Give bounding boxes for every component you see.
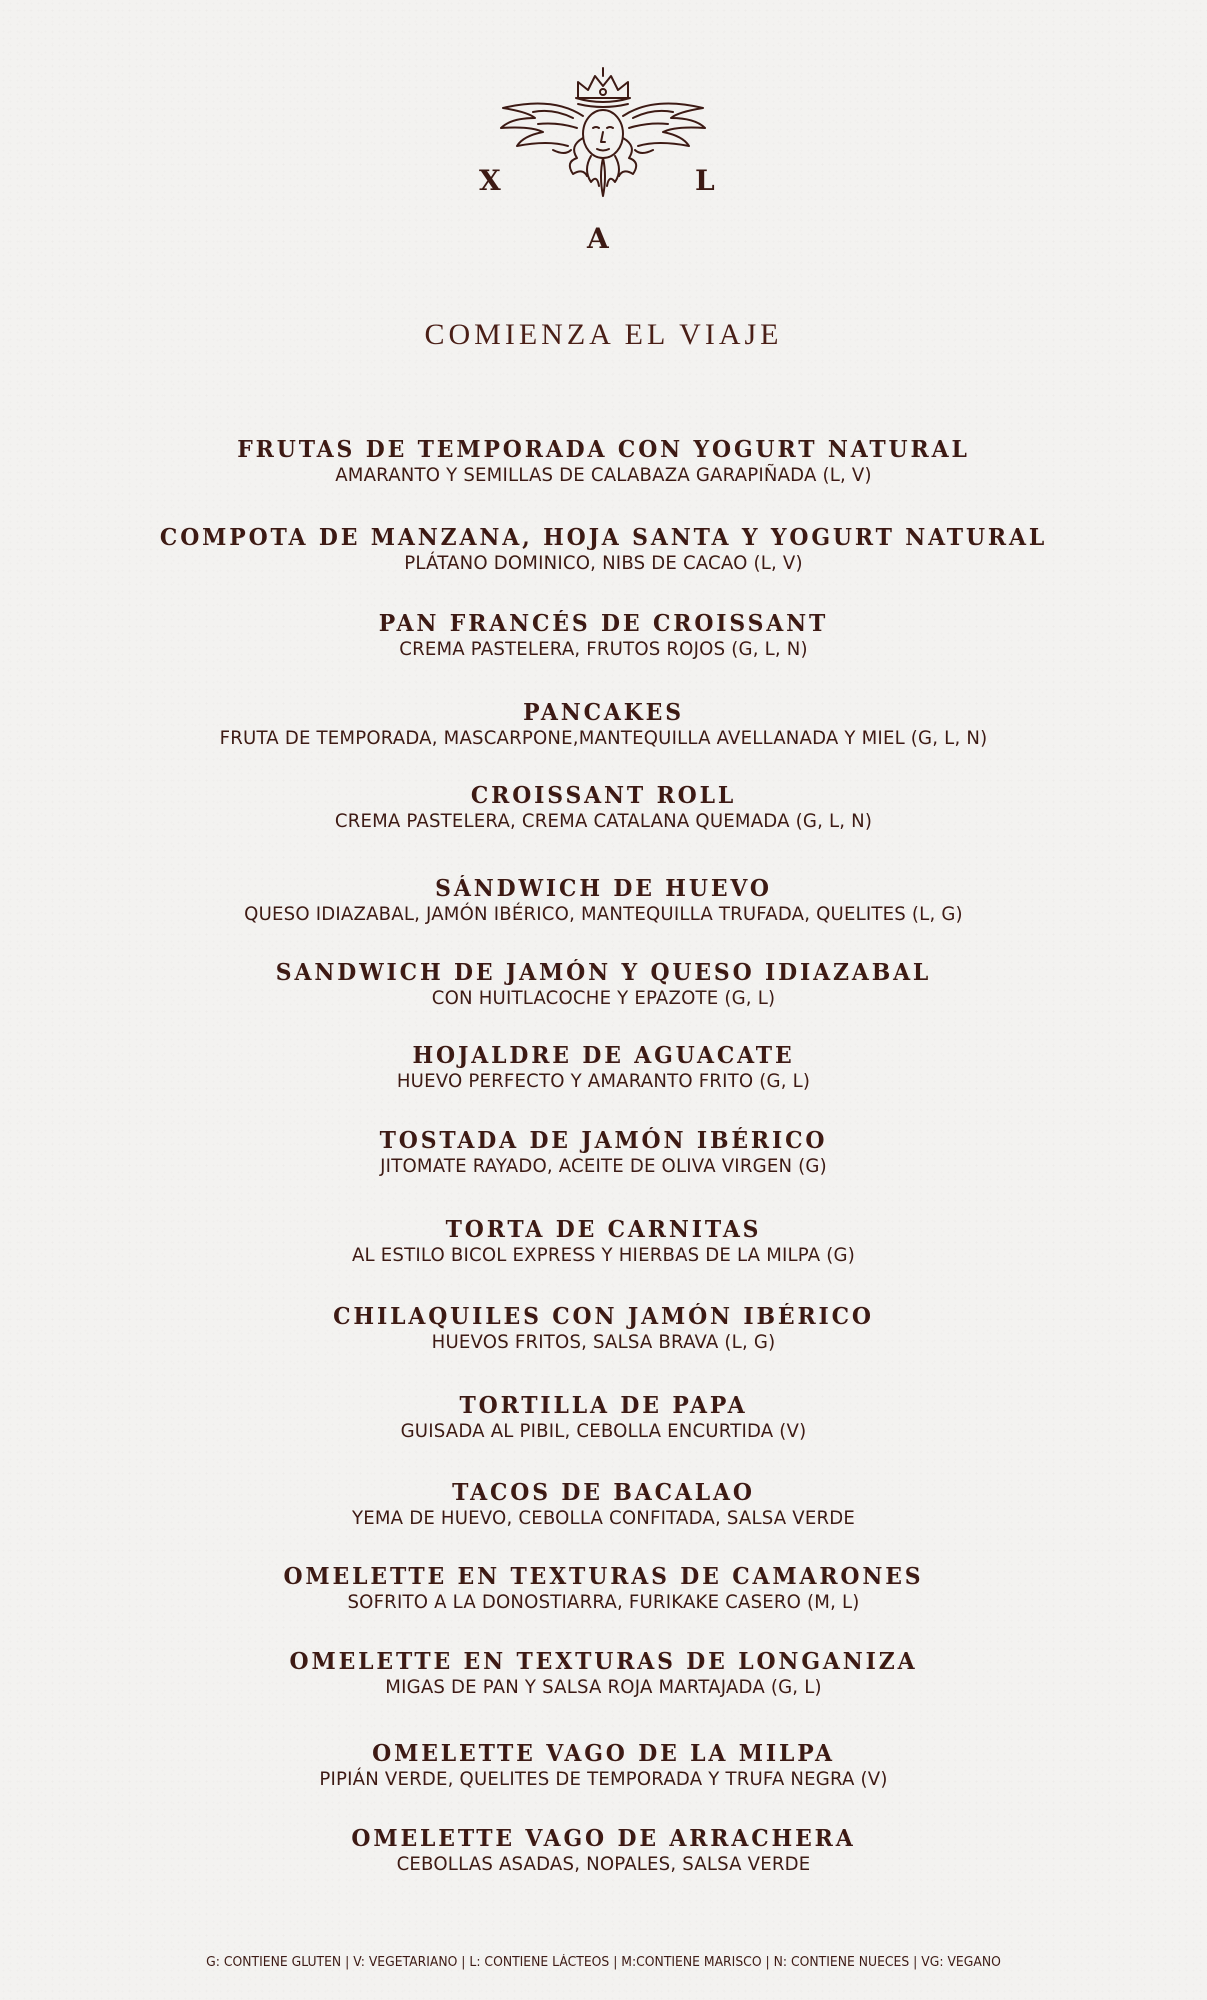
menu-item (0, 1479, 1207, 1529)
menu-item (0, 1648, 1207, 1698)
menu-item (0, 1563, 1207, 1613)
menu-item-name: PAN FRANCÉS DE CROISSANT (378, 610, 829, 637)
menu-item-description: YEMA DE HUEVO, CEBOLLA CONFITADA, SALSA VERDE (351, 1507, 856, 1529)
allergen-legend: G: CONTIENE GLUTEN | V: VEGETARIANO | L: CONTIENE LÁCTEOS | M:CONTIENE MARISCO | N: CONTIENE NUECES | VG: VEGANO (206, 1955, 1001, 1970)
menu-item-name: OMELETTE EN TEXTURAS DE LONGANIZA (289, 1648, 918, 1675)
logo-letter-l: L (695, 164, 715, 197)
menu-item-name: PANCAKES (523, 699, 684, 726)
menu-item-name: HOJALDRE DE AGUACATE (412, 1042, 795, 1069)
menu-item-description: CEBOLLAS ASADAS, NOPALES, SALSA VERDE (396, 1853, 811, 1875)
menu-title: COMIENZA EL VIAJE (424, 318, 783, 351)
menu-item (0, 875, 1207, 925)
menu-item-description: GUISADA AL PIBIL, CEBOLLA ENCURTIDA (V) (400, 1420, 807, 1442)
menu-item (0, 1392, 1207, 1442)
menu-item-name: FRUTAS DE TEMPORADA CON YOGURT NATURAL (237, 436, 970, 463)
menu-item (0, 1127, 1207, 1177)
menu-item-name: TACOS DE BACALAO (452, 1479, 755, 1506)
menu-item (0, 1303, 1207, 1353)
menu-item-name: OMELETTE EN TEXTURAS DE CAMARONES (283, 1563, 924, 1590)
menu-item-description: CREMA PASTELERA, FRUTOS ROJOS (G, L, N) (399, 638, 808, 660)
menu-item-name: COMPOTA DE MANZANA, HOJA SANTA Y YOGURT NATURAL (159, 524, 1048, 551)
brand-logo (473, 46, 733, 266)
menu-item-name: SÁNDWICH DE HUEVO (435, 875, 772, 902)
logo-letter-a: A (587, 222, 609, 255)
menu-item-description: SOFRITO A LA DONOSTIARRA, FURIKAKE CASERO (M, L) (347, 1591, 860, 1613)
menu-item (0, 1216, 1207, 1266)
menu-item-description: FRUTA DE TEMPORADA, MASCARPONE,MANTEQUILLA AVELLANADA Y MIEL (G, L, N) (219, 727, 988, 749)
menu-item (0, 782, 1207, 832)
menu-item (0, 436, 1207, 486)
logo-letter-x: X (479, 164, 501, 197)
menu-item-name: TORTILLA DE PAPA (459, 1392, 748, 1419)
menu-item-name: TOSTADA DE JAMÓN IBÉRICO (379, 1127, 828, 1154)
menu-item-name: OMELETTE VAGO DE LA MILPA (372, 1740, 835, 1767)
menu-item-description: QUESO IDIAZABAL, JAMÓN IBÉRICO, MANTEQUILLA TRUFADA, QUELITES (L, G) (244, 903, 963, 925)
menu-item (0, 524, 1207, 574)
menu-item (0, 1740, 1207, 1790)
menu-item-name: SANDWICH DE JAMÓN Y QUESO IDIAZABAL (275, 959, 932, 986)
menu-item-description: PLÁTANO DOMINICO, NIBS DE CACAO (L, V) (404, 552, 803, 574)
menu-item-description: AMARANTO Y SEMILLAS DE CALABAZA GARAPIÑADA (L, V) (335, 464, 872, 486)
menu-item-name: CHILAQUILES CON JAMÓN IBÉRICO (333, 1303, 874, 1330)
menu-item (0, 699, 1207, 749)
menu-item-description: CON HUITLACOCHE Y EPAZOTE (G, L) (431, 987, 776, 1009)
menu-item-description: JITOMATE RAYADO, ACEITE DE OLIVA VIRGEN (G) (380, 1155, 827, 1177)
menu-item-description: AL ESTILO BICOL EXPRESS Y HIERBAS DE LA MILPA (G) (351, 1244, 856, 1266)
menu-item-name: TORTA DE CARNITAS (445, 1216, 762, 1243)
menu-item-description: PIPIÁN VERDE, QUELITES DE TEMPORADA Y TRUFA NEGRA (V) (319, 1768, 888, 1790)
menu-item-description: HUEVOS FRITOS, SALSA BRAVA (L, G) (431, 1331, 776, 1353)
menu-item-name: CROISSANT ROLL (470, 782, 737, 809)
menu-item (0, 959, 1207, 1009)
menu-item-description: HUEVO PERFECTO Y AMARANTO FRITO (G, L) (396, 1070, 811, 1092)
menu-item-description: CREMA PASTELERA, CREMA CATALANA QUEMADA (G, L, N) (334, 810, 873, 832)
menu-item-description: MIGAS DE PAN Y SALSA ROJA MARTAJADA (G, L) (385, 1676, 822, 1698)
menu-item (0, 1825, 1207, 1875)
menu-item (0, 1042, 1207, 1092)
menu-item (0, 610, 1207, 660)
menu-item-name: OMELETTE VAGO DE ARRACHERA (351, 1825, 856, 1852)
